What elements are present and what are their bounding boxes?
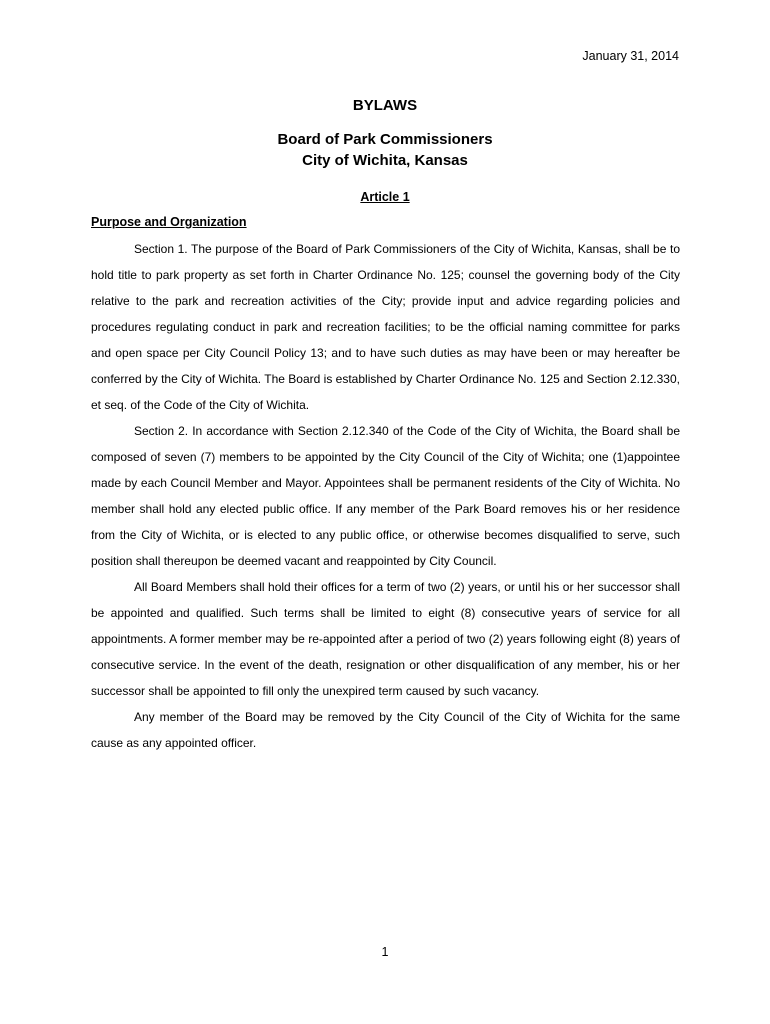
- article-label: Article 1: [360, 190, 410, 204]
- paragraph-terms: All Board Members shall hold their offices for a term of two (2) years, or until his or her successor shall be appointed and qualified. Such terms shall be limited to eight (8) consecutive years of service for all appointments. A former member may be re-appointed after a period of two (2) years following eight (8) years of consecutive service. In the event of the death, resignation or other disqualification of any member, his or her successor shall be appointed to fill only the unexpired term caused by such vacancy.: [91, 580, 680, 698]
- document-date: January 31, 2014: [582, 49, 679, 63]
- document-body: [91, 236, 680, 756]
- document-title: BYLAWS: [352, 97, 418, 114]
- city-name: City of Wichita, Kansas: [302, 152, 468, 169]
- paragraph-section-2: Section 2. In accordance with Section 2.12.340 of the Code of the City of Wichita, the Board shall be composed of seven (7) members to be appointed by the City Council of the City of Wichita; one (1)appointee made by each Council Member and Mayor. Appointees shall be permanent residents of the City of Wichita. No member shall hold any elected public office. If any member of the Park Board removes his or her residence from the City of Wichita, or is elected to any public office, or otherwise becomes disqualified to serve, such position shall thereupon be deemed vacant and reappointed by City Council.: [91, 424, 680, 568]
- section-heading: Purpose and Organization: [91, 215, 247, 229]
- paragraph-removal: Any member of the Board may be removed by the City Council of the City of Wichita for the same cause as any appointed officer.: [91, 710, 680, 750]
- board-name: Board of Park Commissioners: [277, 131, 493, 148]
- paragraph-section-1: Section 1. The purpose of the Board of Park Commissioners of the City of Wichita, Kansas, shall be to hold title to park property as set forth in Charter Ordinance No. 125; counsel the governing body of the City relative to the park and recreation activities of the City; provide input and advice regarding policies and procedures regulating conduct in park and recreation facilities; to be the official naming committee for parks and open space per City Council Policy 13; and to have such duties as may have been or may hereafter be conferred by the City of Wichita. The Board is established by Charter Ordinance No. 125 and Section 2.12.330, et seq. of the Code of the City of Wichita.: [91, 242, 680, 412]
- page-number: 1: [381, 945, 389, 959]
